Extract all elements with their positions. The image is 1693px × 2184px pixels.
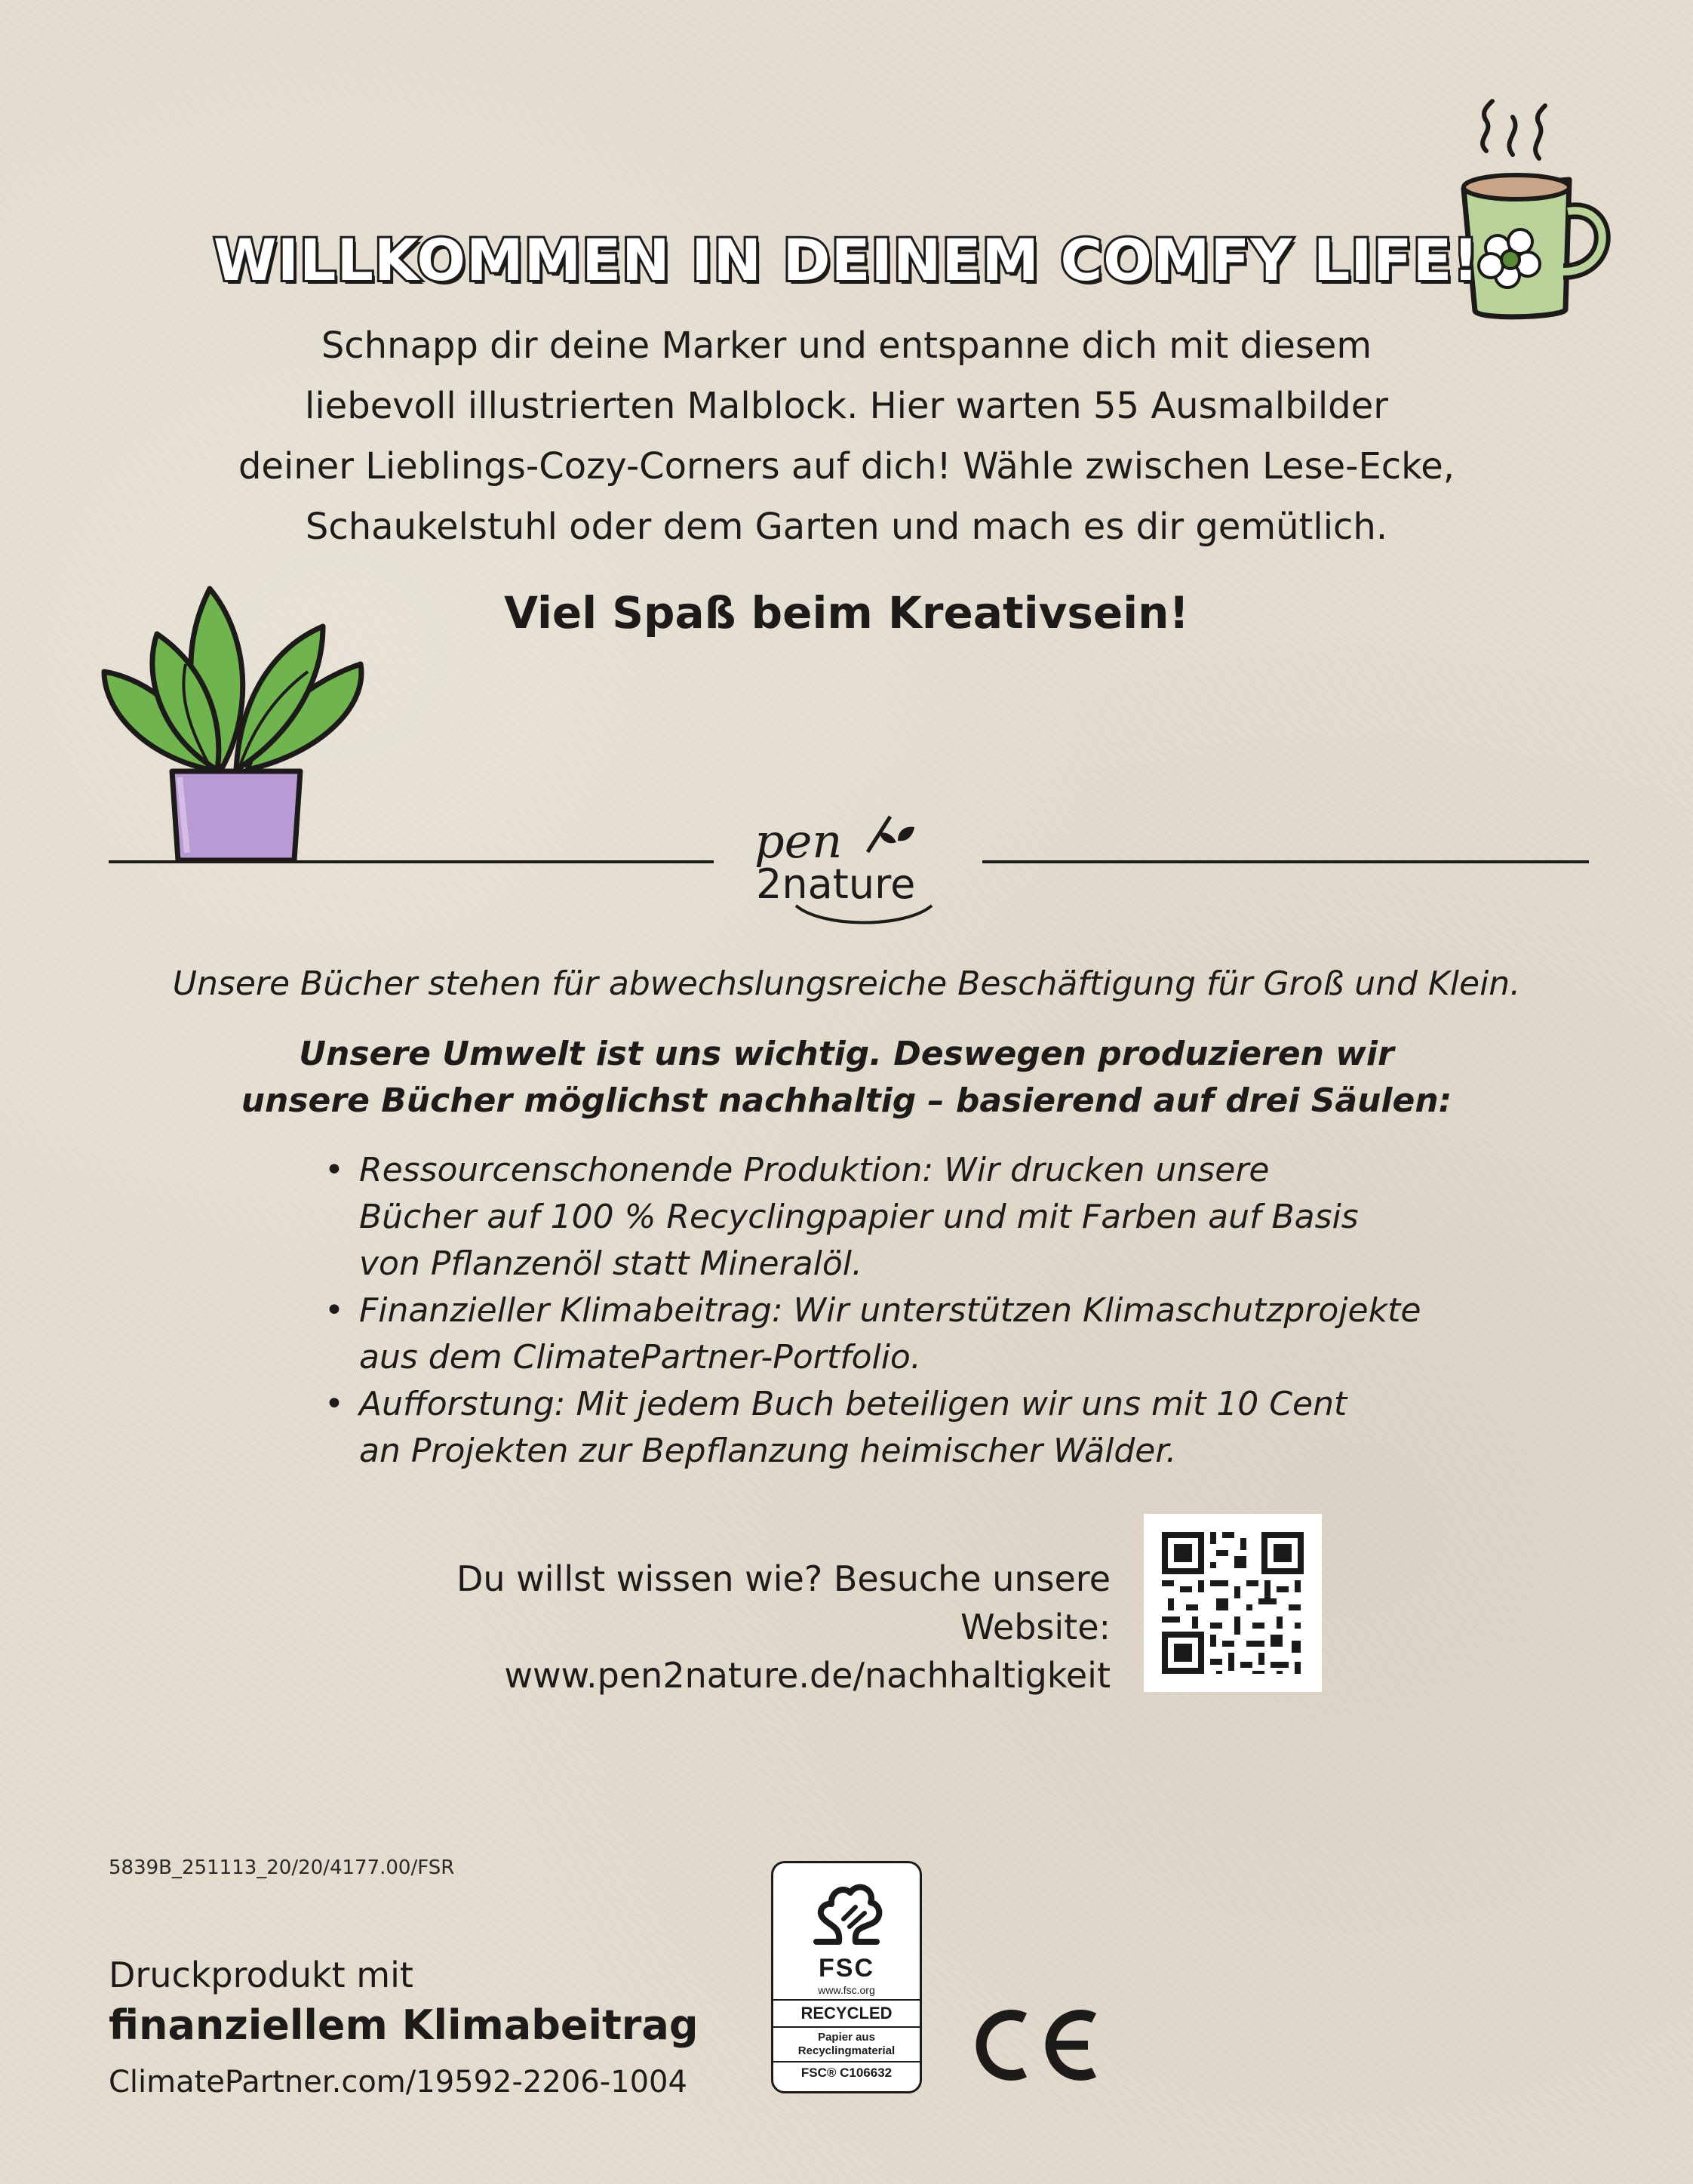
list-item-line: Aufforstung: Mit jedem Buch beteiligen wir uns mit 10 Cent (359, 1385, 1347, 1423)
qr-code[interactable] (1144, 1514, 1322, 1692)
fsc-code: FSC® C106632 (800, 2066, 893, 2080)
ce-mark (966, 2007, 1102, 2083)
environment-line: unsere Bücher möglichst nachhaltig – basierend auf drei Säulen: (241, 1081, 1452, 1120)
list-item (324, 1147, 1426, 1287)
sustainability-list (324, 1147, 1426, 1475)
potted-plant-icon (97, 581, 376, 868)
fsc-label (771, 1861, 922, 2093)
intro-line: Schnapp dir deine Marker und entspanne dich mit diesem (321, 325, 1372, 367)
logo-nature: 2nature (756, 860, 916, 908)
list-item-line: aus dem ClimatePartner-Portfolio. (359, 1338, 921, 1377)
website-link[interactable]: www.pen2nature.de/nachhaltigkeit (504, 1655, 1111, 1696)
fsc-url: www.fsc.org (818, 1984, 875, 1996)
environment-line: Unsere Umwelt ist uns wichtig. Deswegen produzieren wir (299, 1035, 1394, 1073)
intro-text (151, 315, 1542, 557)
fsc-name: FSC (819, 1954, 874, 1983)
fsc-separator (773, 1999, 920, 2001)
coffee-mug-icon (1433, 91, 1615, 332)
climate-title: finanziellem Klimabeitrag (109, 2001, 699, 2049)
logo-pen: pen (754, 814, 843, 869)
intro-line: deiner Lieblings-Cozy-Corners auf dich! Wähle zwischen Lese-Ecke, (238, 445, 1455, 488)
headline: WILLKOMMEN IN DEINEM COMFY LIFE! (213, 226, 1480, 294)
fsc-tree-icon (801, 1874, 892, 1952)
intro-line: Schaukelstuhl oder dem Garten und mach es dir gemütlich. (305, 506, 1388, 548)
print-code: 5839B_251113_20/20/4177.00/FSR (109, 1856, 455, 1879)
list-item-line: an Projekten zur Bepflanzung heimischer Wälder. (359, 1432, 1177, 1470)
closing-line: Viel Spaß beim Kreativsein! (504, 587, 1189, 638)
list-item-line: Ressourcenschonende Produktion: Wir drucken unsere (359, 1151, 1270, 1189)
fsc-separator (773, 2026, 920, 2028)
fsc-paper-line: Papier aus (818, 2031, 875, 2044)
logo-pen-leaf-icon (860, 811, 920, 856)
list-item-line: von Pflanzenöl statt Mineralöl. (359, 1244, 863, 1283)
divider-right (982, 860, 1589, 863)
list-item (324, 1287, 1426, 1381)
list-item-line: Bücher auf 100 % Recyclingpapier und mit Farben auf Basis (359, 1198, 1359, 1236)
website-info (302, 1555, 1111, 1700)
fsc-paper-line: Recyclingmaterial (797, 2044, 896, 2057)
list-item-line: Finanzieller Klimabeitrag: Wir unterstützen Klimaschutzprojekte (359, 1291, 1421, 1330)
logo-swoosh (792, 903, 936, 930)
climate-link[interactable]: ClimatePartner.com/19592-2206-1004 (109, 2065, 687, 2099)
divider-left (109, 860, 714, 863)
environment-statement (151, 1031, 1542, 1124)
climate-label: Druckprodukt mit (109, 1955, 413, 1995)
qr-code-pattern (1144, 1514, 1322, 1692)
fsc-separator (773, 2061, 920, 2062)
fsc-paper-note (773, 2031, 920, 2058)
pen2nature-logo (747, 806, 966, 927)
tagline: Unsere Bücher stehen für abwechslungsreiche Beschäftigung für Groß und Klein. (172, 964, 1521, 1003)
website-question: Du willst wissen wie? Besuche unsere Website: (456, 1558, 1111, 1647)
fsc-recycled: RECYCLED (800, 2004, 893, 2023)
list-item (324, 1381, 1426, 1475)
intro-line: liebevoll illustrierten Malblock. Hier warten 55 Ausmalbilder (305, 385, 1388, 427)
